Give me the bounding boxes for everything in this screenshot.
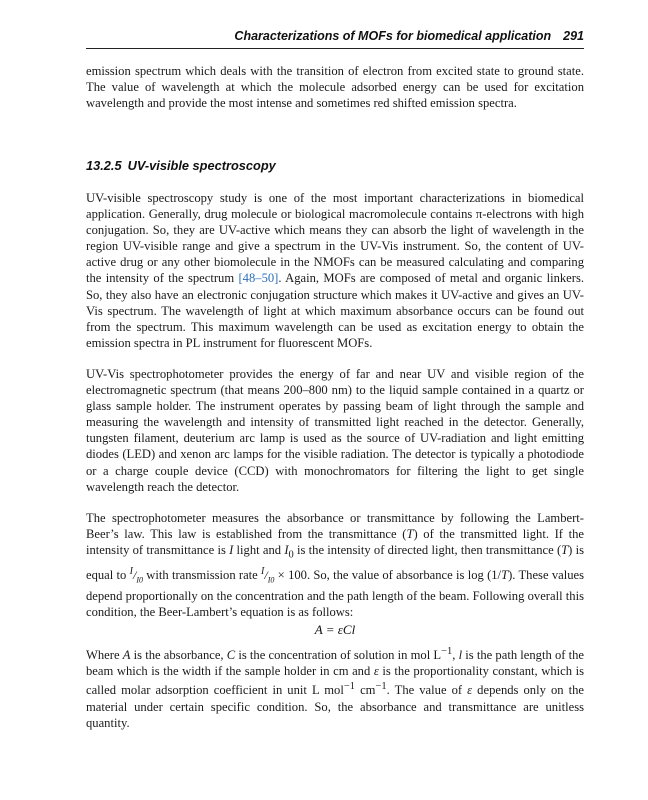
p5-s9: depends only on the material under certain specific condition. So, the absorbance and transmittance are unitless quantity. [86,683,585,730]
page-number: 291 [563,29,584,43]
p5-s8: . The value of [386,683,468,698]
p4-s3: light and [233,543,285,558]
paragraph-3-text: UV-Vis spectrophotometer provides the energy of far and near UV and visible region of the electromagnetic spectrum (that means 200–800 nm) to the liquid sample contained in a quartz or glass sample holder. The instrument operates by passing beam of light through the sample and measuring the wavelength and intensity of transmitted light reached in the detector. Generally, tungsten filament, deuterium arc lamp is used as the source of UV-radiation and light emitting diodes (LED) and xenon arc lamps for the visible radiation. The detector is typically a photodiode or a charge couple device (CCD) with monochromators for filtering the light to get single wavelength reach the detector. [86,367,584,494]
paragraph-3 [86,366,584,495]
p4-T3: T [501,567,509,582]
p5-s1: Where [86,648,123,663]
p5-A: A [122,648,131,663]
paragraph-4 [86,510,584,620]
section-title: UV-visible spectroscopy [127,158,276,173]
p5-e2: ε [467,683,473,698]
p4-s5: ) is equal to [86,543,584,582]
p5-s5: is the path length of the beam which is the width if the sample holder in cm and [86,648,585,679]
p5-s2: is the absorbance, [130,648,227,663]
p5-s4: , [452,648,459,663]
header-rule [86,48,584,49]
section-heading [86,158,276,173]
p5-sup-1: −1 [441,646,453,657]
section-number: 13.2.5 [86,158,122,173]
paragraph-5 [86,644,584,731]
p4-s6: with transmission rate [143,567,262,582]
p4-s4: is the intensity of directed light, then transmittance ( [293,543,562,558]
p4-s2: ) of the transmitted light. If the intensity of transmittance is [86,527,585,558]
p5-e1: ε [373,664,379,679]
paragraph-2-text-a: UV-visible spectroscopy study is one of the most important characterizations in biomedical application. Generally, drug molecule or biological macromolecule contains π-electrons with high conjugation. So, they are UV-active which means they can absorb the light of wavelength in the region UV-visible range and give a spectrum in the UV-Vis instrument. So, the content of UV-active drug or any other biomolecule in the NMOFs can be measured calculating and comparing the intensity of the spectrum [86,191,584,286]
p5-sup-3: −1 [375,681,387,693]
p4-I0: I [284,543,289,558]
p4-s8: ). These values depend proportionally on the concentration and the path length of the beam. Following overall this condition, the Beer-Lambert’s equation is as follows: [86,567,584,620]
p4-I0-sub: 0 [288,549,294,561]
running-header-title: Characterizations of MOFs for biomedical application [234,29,552,43]
ratio-fraction-1: $^I/_{I0}$ [129,565,143,585]
paragraph-1 [86,63,584,111]
p5-C: C [226,648,236,663]
citation-link[interactable]: [48–50] [238,271,279,286]
p4-s1: The spectrophotometer measures the absorbance or transmittance by following the Lambert-Beer’s law. This law is established from the transmittance ( [86,511,584,542]
p4-I1: I [229,543,234,558]
p4-T1: T [406,527,414,542]
paragraph-1-text: emission spectrum which deals with the transition of electron from excited state to ground state. The value of wavelength at which the molecule adsorbed energy can be used for excitation wavelength and provide the most intense and sometimes red shifted emission spectra. [86,64,584,111]
beer-lambert-equation: A = εCl [314,622,356,637]
p4-s7: × 100. So, the value of absorbance is log (1/ [274,567,502,582]
p4-T2: T [561,543,569,558]
p5-s3: is the concentration of solution in mol L [235,648,442,663]
ratio-fraction-2: $^I/_{I0}$ [261,565,275,585]
p5-s7: cm [355,683,376,698]
paragraph-2 [86,190,584,351]
p5-l: l [458,648,463,663]
paragraph-2-text-b: . Again, MOFs are composed of metal and organic linkers. So, they also have an electronic conjugation structure which makes it UV-active and gives an UV-Vis spectrum. The wavelength of light at which maximum absorbance occurs can be found out from the spectrum. This maximum wavelength can be used as excitation energy to obtain the emission spectra in PL instrument for fluorescent MOFs. [86,271,584,350]
running-header [86,29,584,43]
p5-s6: is the proportionality constant, which is called molar adsorption coefficient in unit L mol [86,664,585,698]
p5-sup-2: −1 [343,681,356,693]
